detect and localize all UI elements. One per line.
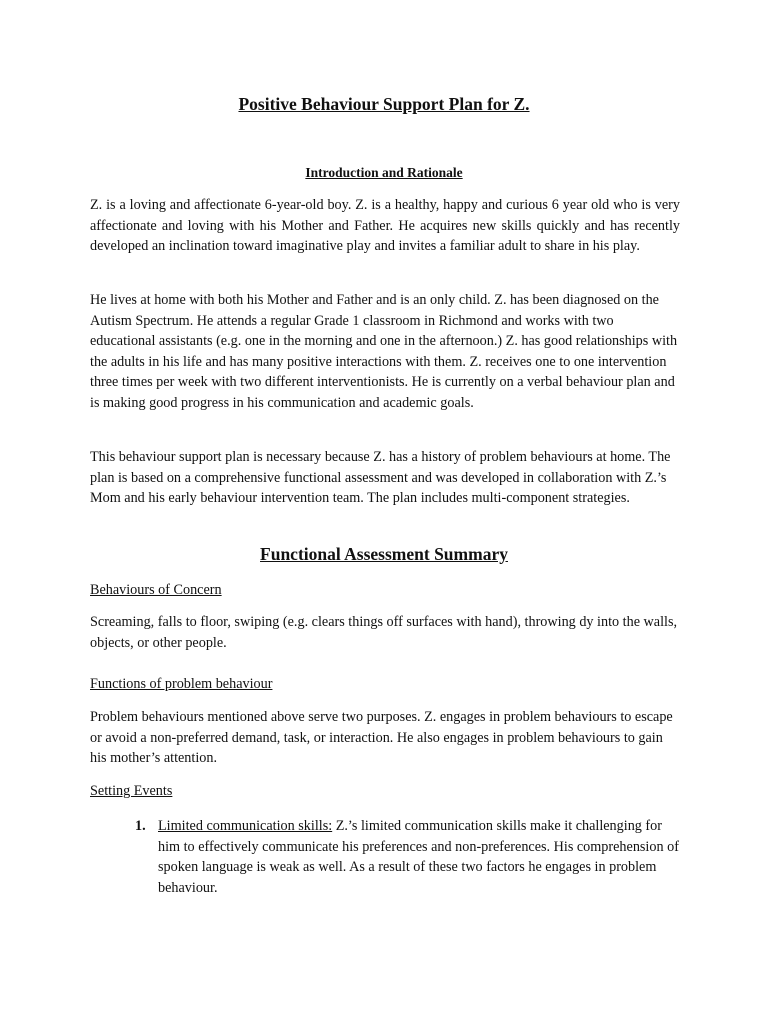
list-item-body <box>158 816 680 898</box>
list-item-term: Limited communication skills: <box>158 818 333 834</box>
setting-events-label: Setting Events <box>90 783 173 799</box>
intro-paragraph-1: Z. is a loving and affectionate 6-year-old boy. Z. is a healthy, happy and curious 6 year old who is very affectionate and loving with his Mother and Father. He acquires new skills quickly and has recently developed an inclination toward imaginative play and invites a familiar adult to share in his play. <box>90 197 680 255</box>
intro-paragraph-3: This behaviour support plan is necessary because Z. has a history of problem behaviours at home. The plan is based on a comprehensive functional assessment and was developed in collaboration with Z.’s Mom and his early behaviour intervention team. The plan includes multi-component strategies. <box>90 449 671 507</box>
functions-text: Problem behaviours mentioned above serve two purposes. Z. engages in problem behaviours to escape or avoid a non-preferred demand, task, or interaction. He also engages in problem behaviours to gain his mother’s attention. <box>90 709 673 767</box>
setting-event-item <box>135 816 680 898</box>
functions-label: Functions of problem behaviour <box>90 676 273 692</box>
intro-heading: Introduction and Rationale <box>305 165 463 180</box>
document-title: Positive Behaviour Support Plan for Z. <box>238 94 530 114</box>
list-item-text: Z.’s limited communication skills make it challenging for him to effectively communicate his preferences and non-preferences. His comprehension of spoken language is weak as well. As a result of these two factors he engages in problem behaviour. <box>158 818 679 896</box>
functional-assessment-heading: Functional Assessment Summary <box>260 544 508 564</box>
behaviours-of-concern-text: Screaming, falls to floor, swiping (e.g. clears things off surfaces with hand), throwing dy into the walls, objects, or other people. <box>90 614 678 651</box>
intro-paragraph-2: He lives at home with both his Mother and Father and is an only child. Z. has been diagnosed on the Autism Spectrum. He attends a regular Grade 1 classroom in Richmond and works with two educational assistants (e.g. one in the morning and one in the afternoon.) Z. has good relationships with the adults in his life and has many positive interactions with them. Z. receives one to one intervention three times per week with two different interventionists. He is currently on a verbal behaviour plan and is making good progress in his communication and academic goals. <box>90 292 678 411</box>
list-number: 1. <box>135 818 146 834</box>
behaviours-of-concern-label: Behaviours of Concern <box>90 582 222 598</box>
